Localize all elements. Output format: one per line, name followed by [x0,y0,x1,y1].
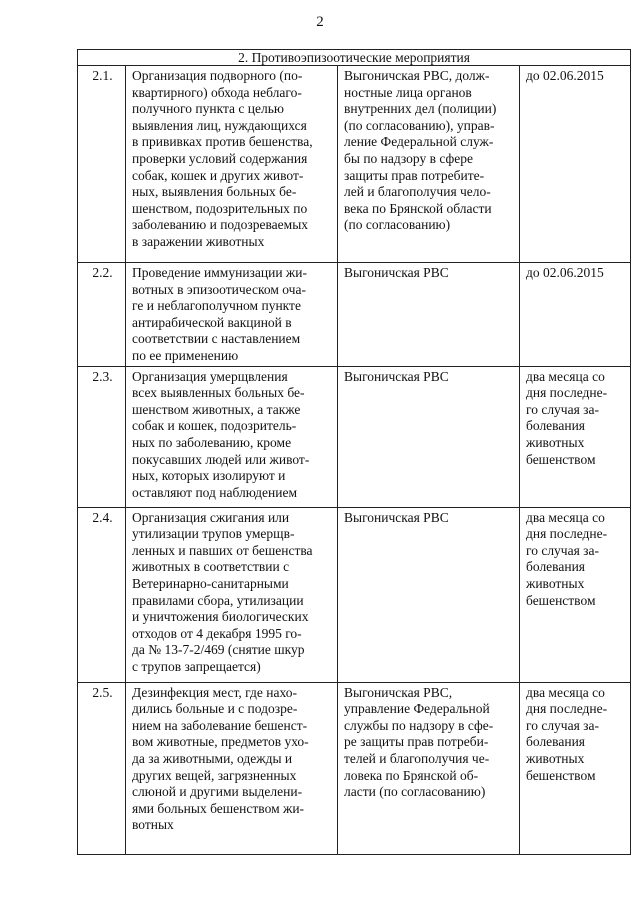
table-row [78,507,631,682]
deadline-cell: два месяца со дня последне- го случая за- болевания животных бешенством [520,366,631,507]
responsible-cell: Выгоничская РВС, долж- ностные лица органов внутренних дел (полиции) (по согласованию), управ- ление Федеральной служ- бы по надзору в сфере защиты прав потребите- лей и благополучия чело- века по Брянской области (по согласованию) [338,66,520,263]
table-row [78,366,631,507]
table-row [78,263,631,367]
item-number: 2.4. [78,507,126,682]
action-cell: Организация умерщвления всех выявленных больных бе- шенством животных, а также собак и кошек, подозритель- ных по заболеванию, кроме покусавших людей или живот- ных, которых изолируют и оставляют под наблюдением [126,366,338,507]
deadline-cell: два месяца со дня последне- го случая за- болевания животных бешенством [520,682,631,854]
action-cell: Дезинфекция мест, где нахо- дились больные и с подозре- нием на заболевание бешенст- вом животные, предметов ухо- да за животными, одежды и других вещей, загрязненных слюной и другими выделени- ями больных бешенством жи- вотных [126,682,338,854]
table-row [78,66,631,263]
section-title: 2. Противоэпизоотические мероприятия [78,50,631,66]
responsible-cell: Выгоничская РВС [338,366,520,507]
item-number: 2.3. [78,366,126,507]
responsible-cell: Выгоничская РВС [338,507,520,682]
deadline-cell: до 02.06.2015 [520,66,631,263]
section-header-row [78,50,631,66]
action-cell: Организация сжигания или утилизации трупов умерщв- ленных и павших от бешенства животных в соответствии с Ветеринарно-санитарными правилами сбора, утилизации и уничтожения биологических отходов от 4 декабря 1995 го- да № 13-7-2/469 (снятие шкур с трупов запрещается) [126,507,338,682]
responsible-cell: Выгоничская РВС, управление Федеральной службы по надзору в сфе- ре защиты прав потреби- телей и благополучия че- ловека по Брянской об- ласти (по согласованию) [338,682,520,854]
deadline-cell: до 02.06.2015 [520,263,631,367]
action-cell: Проведение иммунизации жи- вотных в эпизоотическом оча- ге и неблагополучном пункте антирабической вакциной в соответствии с наставлением по ее применению [126,263,338,367]
page-number: 2 [316,14,324,30]
responsible-cell: Выгоничская РВС [338,263,520,367]
item-number: 2.2. [78,263,126,367]
action-cell: Организация подворного (по- квартирного) обхода неблаго- получного пункта с целью выявления лиц, нуждающихся в прививках против бешенства, проверки условий содержания собак, кошек и других живот- ных, выявления больных бе- шенством, подозрительных по заболеванию и подозреваемых в заражении животных [126,66,338,263]
measures-table [77,49,631,855]
item-number: 2.1. [78,66,126,263]
deadline-cell: два месяца со дня последне- го случая за- болевания животных бешенством [520,507,631,682]
item-number: 2.5. [78,682,126,854]
table-row [78,682,631,854]
